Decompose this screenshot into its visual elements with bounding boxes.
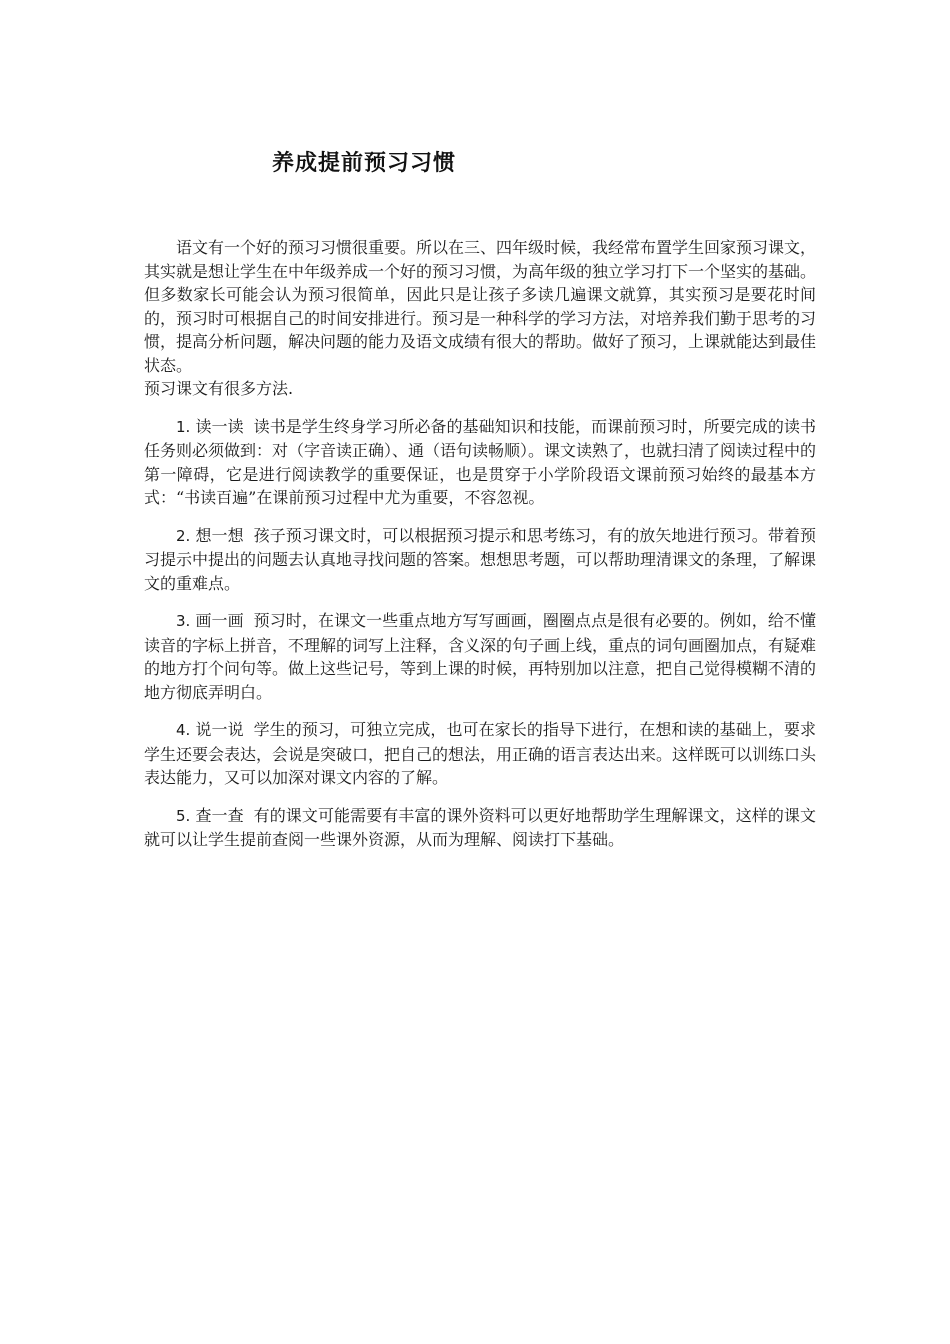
method-item-read	[144, 415, 816, 510]
method-text: 有的课文可能需要有丰富的课外资料可以更好地帮助学生理解课文，这样的课文就可以让学生提前查阅一些课外资源，从而为理解、阅读打下基础。	[144, 805, 816, 849]
method-text: 预习时，在课文一些重点地方写写画画，圈圈点点是很有必要的。例如，给不懂读音的字标上拼音，不理解的词写上注释，含义深的句子画上线，重点的词句画圈加点，有疑难的地方打个问句等。做上这些记号，等到上课的时候，再特别加以注意，把自己觉得模糊不清的地方彻底弄明白。	[144, 611, 817, 702]
method-text: 孩子预习课文时，可以根据预习提示和思考练习，有的放矢地进行预习。带着预习提示中提出的问题去认真地寻找问题的答案。想想思考题，可以帮助理清课文的条理，了解课文的重难点。	[144, 525, 817, 593]
method-heading: 说一说	[195, 720, 244, 739]
method-item-speak	[144, 718, 816, 790]
intro-tail-text: 预习课文有很多方法.	[144, 379, 294, 398]
method-heading: 画一画	[195, 611, 244, 630]
intro-paragraph	[144, 236, 816, 401]
method-item-think	[144, 524, 816, 596]
method-item-draw	[144, 609, 816, 704]
method-number: 5.	[176, 806, 191, 825]
method-heading: 查一查	[195, 805, 244, 825]
method-text: 学生的预习，可独立完成，也可在家长的指导下进行，在想和读的基础上，要求学生还要会表达，会说是突破口，把自己的想法，用正确的语言表达出来。这样既可以训练口头表达能力，又可以加深对课文内容的了解。	[144, 720, 817, 787]
document-body	[144, 236, 816, 852]
method-heading: 想一想	[195, 525, 244, 545]
method-text: 读书是学生终身学习所必备的基础知识和技能，而课前预习时，所要完成的读书任务则必须做到：对（字音读正确）、通（语句读畅顺）。课文读熟了，也就扫清了阅读过程中的第一障碍，它是进行阅读教学的重要保证，也是贯穿于小学阶段语文课前预习始终的最基本方式：“书读百遍”在课前预习过程中尤为重要，不容忽视。	[144, 416, 817, 507]
method-number: 4.	[176, 721, 191, 739]
document-title: 养成提前预习习惯	[272, 150, 457, 176]
method-heading: 读一读	[195, 416, 244, 436]
method-number: 1.	[176, 417, 191, 436]
method-item-search	[144, 804, 816, 852]
method-number: 2.	[176, 526, 191, 545]
method-number: 3.	[176, 612, 191, 630]
intro-text: 语文有一个好的预习习惯很重要。所以在三、四年级时候，我经常布置学生回家预习课文，其实就是想让学生在中年级养成一个好的预习习惯，为高年级的独立学习打下一个坚实的基础。但多数家长可能会认为预习很简单，因此只是让孩子多读几遍课文就算，其实预习是要花时间的，预习时可根据自己的时间安排进行。预习是一种科学的学习方法，对培养我们勤于思考的习惯，提高分析问题，解决问题的能力及语文成绩有很大的帮助。做好了预习，上课就能达到最佳状态。	[144, 238, 817, 375]
